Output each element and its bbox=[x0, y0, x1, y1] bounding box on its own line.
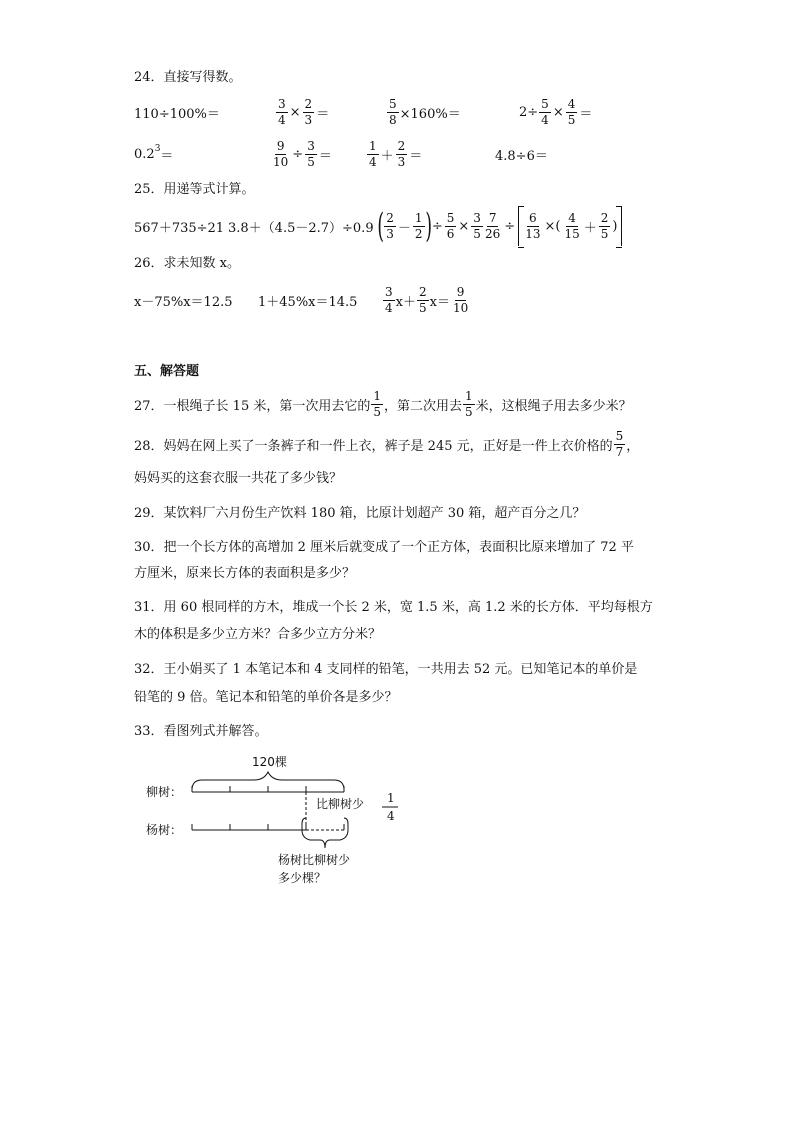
q25-expr-2: 3.8＋（4.5－2.7）÷0.9 bbox=[228, 220, 374, 236]
frac-numerator: 1 bbox=[387, 791, 395, 805]
less-label: 比柳树少 bbox=[316, 797, 365, 811]
q26-title: 26．求未知数 x。 bbox=[134, 256, 241, 271]
q32-line-1: 32．王小娟买了 1 本笔记本和 4 支同样的铅笔，一共用去 52 元。已知笔记本的单价是 bbox=[134, 662, 638, 677]
poplar-label: 杨树： bbox=[146, 823, 183, 837]
q26-eq-3: 3 4 x＋ 2 5 x＝ 9 10 bbox=[385, 284, 469, 315]
q30-line-2: 方厘米，原来长方体的表面积是多少？ bbox=[134, 566, 356, 581]
q26-row bbox=[0, 280, 794, 320]
q25-row bbox=[0, 206, 794, 246]
q24-item-d: 2÷ $\frac{5}{4}$ × $\frac{4}{5}$ ＝ bbox=[519, 96, 593, 127]
q29: 29．某饮料厂六月份生产饮料 180 箱，比原计划超产 30 箱，超产百分之几？ bbox=[134, 506, 586, 521]
frac-denominator: 4 bbox=[387, 809, 395, 823]
q24-title: 24．直接写得数。 bbox=[134, 70, 242, 85]
q30-line-1: 30．把一个长方体的高增加 2 厘米后就变成了一个正方体，表面积比原来增加了 72 平 bbox=[134, 540, 634, 555]
q24-item-a: 110÷100%＝ bbox=[134, 106, 220, 122]
square-bracket: $\frac{6}{13}$ ×( 4 15 ＋ 2 5 ) bbox=[518, 206, 622, 246]
question-line-2: 多少棵？ bbox=[278, 871, 327, 885]
q24-item-f: $\frac{9}{10}$ ÷ $\frac{3}{5}$ ＝ bbox=[273, 138, 332, 169]
bottom-brace bbox=[302, 818, 348, 848]
q33-title: 33．看图列式并解答。 bbox=[134, 724, 268, 739]
q31-line-1: 31．用 60 根同样的方木，堆成一个长 2 米，宽 1.5 米，高 1.2 米的长方体．平均每根方 bbox=[134, 600, 653, 615]
q28-line-1 bbox=[0, 424, 794, 464]
q27-text: 27．一根绳子长 15 米，第一次用去它的 1 5 ，第二次用去 1 5 米，这根绳子用去多少米？ bbox=[134, 388, 632, 419]
q24-item-b: $\frac{3}{4}$ × $\frac{2}{3}$ ＝ bbox=[278, 96, 330, 127]
q26-eq-2: 1＋45%x＝14.5 bbox=[258, 294, 358, 310]
q26-eq-1: x－75%x＝12.5 bbox=[134, 294, 233, 310]
q25-expr-1: 567＋735÷21 bbox=[134, 220, 225, 236]
q25-title: 25．用递等式计算。 bbox=[134, 182, 255, 197]
q24-item-e: 0.2 $^3$ ＝ bbox=[134, 144, 174, 164]
section-title: 五、解答题 bbox=[134, 364, 200, 379]
q24-item-h: 4.8÷6＝ bbox=[495, 148, 548, 164]
line-segment-diagram bbox=[140, 748, 460, 898]
willow-label: 柳树： bbox=[146, 785, 183, 799]
q28-text: 28．妈妈在网上买了一条裤子和一件上衣，裤子是 245 元，正好是一件上衣价格的 5 7 ， bbox=[134, 428, 640, 459]
q25-expr-3: ( 2 3 － 1 2 ) ÷ $\frac{5}{6}$ × $\frac{3}{5}$ bbox=[377, 206, 481, 246]
q27 bbox=[0, 384, 794, 424]
q25-expr-4: $\frac{7}{26}$ ÷ $\frac{6}{13}$ ×( 4 15 ＋ 2 5 ) bbox=[482, 206, 624, 246]
q32-line-2: 铅笔的 9 倍。笔记本和铅笔的单价各是多少？ bbox=[134, 690, 398, 705]
question-line-1: 杨树比柳树少 bbox=[278, 853, 351, 867]
diagram-top-label: 120棵 bbox=[252, 755, 287, 769]
q24-item-c: $\frac{5}{8}$ ×160%＝ bbox=[389, 96, 461, 127]
q28-line-2: 妈妈买的这套衣服一共花了多少钱？ bbox=[134, 471, 343, 486]
q24-row-2 bbox=[0, 134, 794, 174]
q24-item-g: 1 4 ＋ 2 3 ＝ bbox=[369, 138, 423, 169]
q31-line-2: 木的体积是多少立方米？合多少立方分米？ bbox=[134, 627, 382, 642]
q24-row-1 bbox=[0, 92, 794, 132]
